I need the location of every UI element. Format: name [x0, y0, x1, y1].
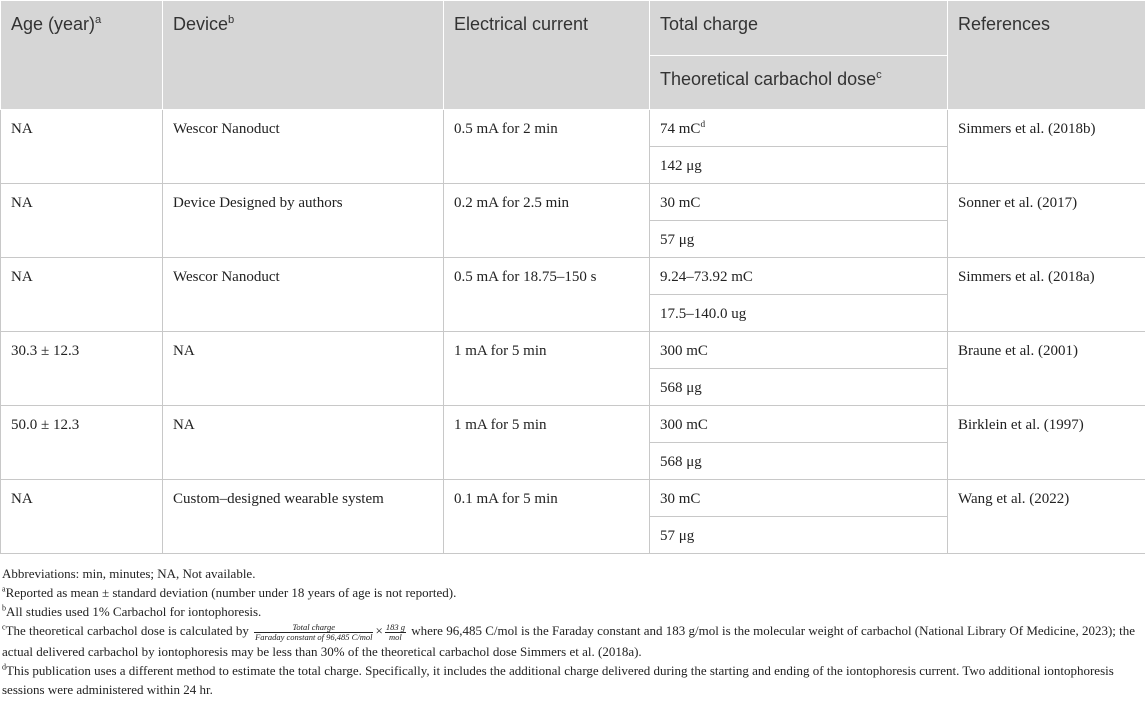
cell-reference: Sonner et al. (2017) — [948, 184, 1145, 258]
cell-age: NA — [1, 258, 163, 332]
cell-charge: 30 mC — [650, 480, 948, 517]
cell-age: NA — [1, 480, 163, 554]
cell-charge: 74 $mC^d$ — [650, 110, 948, 147]
cell-charge: 300 mC — [650, 406, 948, 443]
cell-current: 0.5 mA for 2 min — [444, 110, 650, 184]
formula-fraction-molar-mass: $\frac{183 g}{\text{mol}}$ — [385, 621, 405, 642]
table-row — [1, 332, 1145, 369]
cell-dose: 568 μg — [650, 369, 948, 406]
cell-device: Wescor Nanoduct — [163, 110, 444, 184]
cell-current: 1 mA for 5 min — [444, 406, 650, 480]
cell-device: Device Designed by authors — [163, 184, 444, 258]
table-row — [1, 258, 1145, 295]
cell-charge: 30 mC — [650, 184, 948, 221]
table-row — [1, 406, 1145, 443]
cell-device: Custom–designed wearable system — [163, 480, 444, 554]
cell-dose: 17.5–140.0 ug — [650, 295, 948, 332]
table-footnotes — [2, 564, 1142, 699]
cell-age: NA — [1, 184, 163, 258]
cell-dose: 57 μg — [650, 221, 948, 258]
cell-device: NA — [163, 332, 444, 406]
cell-age: NA — [1, 110, 163, 184]
table-body — [1, 110, 1145, 554]
cell-reference: Simmers et al. (2018a) — [948, 258, 1145, 332]
cell-device: Wescor Nanoduct — [163, 258, 444, 332]
cell-device: NA — [163, 406, 444, 480]
header-dose: Theoretical carbachol dose$^c$ — [650, 55, 948, 110]
cell-current: 0.5 mA for 18.75–150 s — [444, 258, 650, 332]
footnote-c: $^c$The theoretical carbachol dose is calculated by $\frac{\text{Total charge}}{\text{Faraday constant of 96,485 C/mol}}$ × $\frac{183 g}{\text{mol}}$ where 96,485 C/mol is the Faraday constant and 183 g/mol is the molecular weight of carbachol (National Library Of Medicine, 2023); the actual delivered carbachol by iontophoresis may be less than 30% of the theoretical carbachol dose Simmers et al. (2018a). — [2, 621, 1136, 659]
cell-dose: 57 μg — [650, 517, 948, 554]
formula-fraction-charge: $\frac{\text{Total charge}}{\text{Faraday constant of 96,485 C/mol}}$ — [255, 621, 373, 642]
cell-reference: Birklein et al. (1997) — [948, 406, 1145, 480]
header-current: Electrical current — [444, 1, 650, 110]
table-row — [1, 184, 1145, 221]
footnote-a: $^a$Reported as mean ± standard deviation (number under 18 years of age is not reported). — [2, 584, 457, 600]
cell-current: 1 mA for 5 min — [444, 332, 650, 406]
cell-age: 50.0 ± 12.3 — [1, 406, 163, 480]
cell-reference: Braune et al. (2001) — [948, 332, 1145, 406]
cell-charge: 9.24–73.92 mC — [650, 258, 948, 295]
cell-current: 0.2 mA for 2.5 min — [444, 184, 650, 258]
footnote-b: $^b$All studies used 1% Carbachol for iontophoresis. — [2, 603, 262, 619]
cell-dose: 568 μg — [650, 443, 948, 480]
header-device: Device$^b$ — [163, 1, 444, 110]
cell-charge: 300 mC — [650, 332, 948, 369]
table-row — [1, 480, 1145, 517]
header-age: Age (year)$^a$ — [1, 1, 163, 110]
footnote-d: $^d$This publication uses a different method to estimate the total charge. Specifically, it includes the additional charge delivered during the starting and ending of the iontophoresis current. Two additional iontophoresis sessions were administered within 24 hr. — [2, 662, 1114, 697]
cell-reference: Wang et al. (2022) — [948, 480, 1145, 554]
header-references: References — [948, 1, 1145, 110]
header-charge: Total charge — [650, 1, 948, 56]
table-row — [1, 110, 1145, 147]
cell-reference: Simmers et al. (2018b) — [948, 110, 1145, 184]
cell-dose: 142 μg — [650, 147, 948, 184]
footnote-abbreviations: Abbreviations: min, minutes; NA, Not available. — [2, 566, 256, 581]
cell-age: 30.3 ± 12.3 — [1, 332, 163, 406]
cell-current: 0.1 mA for 5 min — [444, 480, 650, 554]
